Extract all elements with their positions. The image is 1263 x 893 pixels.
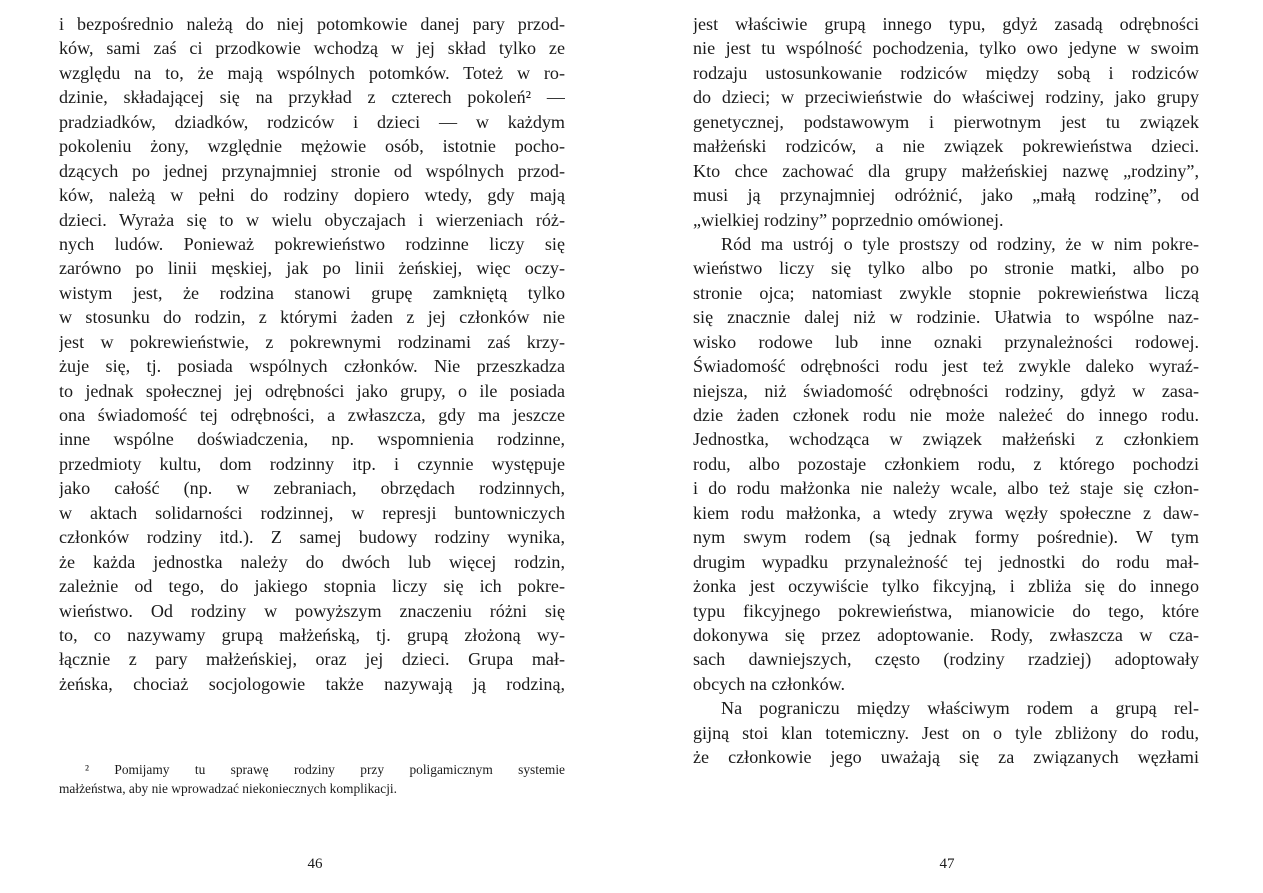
text-line: drugim wypadku przynależność tej jednostki do rodu mał- [693, 551, 1199, 572]
text-line: zarówno po linii męskiej, jak po linii żeńskiej, więc oczy- [59, 258, 565, 279]
text-line: Jednostka, wchodząca w związek małżeński z członkiem [693, 429, 1199, 450]
text-line: wistym jest, że rodzina stanowi grupę zamkniętą tylko [59, 282, 565, 303]
text-line: niejsza, niż świadomość odrębności rodziny, gdyż w zasa- [693, 380, 1199, 401]
text-line: nym swym rodem (są jednak formy pośrednie). W tym [693, 527, 1199, 548]
text-line: ków, należą w pełni do rodziny dopiero wtedy, gdy mają [59, 185, 565, 206]
text-line: musi ją przynajmniej odróżnić, jako „małą rodzinę”, od [693, 185, 1199, 206]
text-line: sach dawniejszych, często (rodziny rzadziej) adoptowały [693, 649, 1199, 670]
text-line: pradziadków, dziadków, rodziców i dzieci — w każdym [59, 111, 565, 132]
text-line: dokonywa się przez adoptowanie. Rody, zwłaszcza w cza- [693, 624, 1199, 645]
page-number: 46 [307, 856, 323, 872]
text-line: Kto chce zachować dla grupy małżeńskiej nazwę „rodziny”, [693, 160, 1199, 181]
text-line: jest właściwie grupą innego typu, gdyż zasadą odrębności [693, 14, 1199, 34]
text-line: żeńska, chociaż socjologowie także nazywają ją rodziną, [59, 673, 565, 694]
text-line: łącznie z pary małżeńskiej, oraz jej dzieci. Grupa mał- [59, 649, 565, 670]
text-line: wisko rodowe lub inne oznaki przynależności rodowej. [693, 331, 1199, 352]
text-line: członków rodziny itd.). Z samej budowy rodziny wynika, [59, 527, 565, 548]
footnote [59, 760, 565, 798]
text-line: i bezpośrednio należą do niej potomkowie danej pary przod- [59, 14, 565, 34]
text-line: dzących po jednej przynajmniej stronie od wspólnych przod- [59, 160, 565, 181]
text-line: Na pograniczu między właściwym rodem a grupą rel- [721, 698, 1199, 719]
text-line: że członkowie jego uważają się za związanych węzłami [693, 747, 1199, 768]
text-line: małżeński rodziców, a nie związek pokrewieństwa dzieci. [693, 136, 1199, 157]
text-line: pokoleniu żony, względnie mężowie osób, istotnie pocho- [59, 136, 565, 157]
text-line: względu na to, że mają wspólnych potomków. Toteż w ro- [59, 62, 565, 83]
text-line: dzinie, składającej się na przykład z czterech pokoleń² — [59, 87, 565, 108]
text-line: do dzieci; w przeciwieństwie do właściwej rodziny, jako grupy [693, 87, 1199, 108]
text-line: jako całość (np. w zebraniach, obrzędach rodzinnych, [59, 478, 565, 499]
text-line: typu fikcyjnego pokrewieństwa, mianowicie do tego, które [693, 600, 1199, 621]
text-line: obcych na członków. [693, 673, 846, 694]
text-line: i do rodu małżonka nie należy wcale, albo też staje się człon- [693, 478, 1199, 499]
text-line: w stosunku do rodzin, z którymi żaden z jej członków nie [59, 307, 565, 328]
text-line: w aktach solidarności rodzinnej, w represji buntowniczych [59, 502, 565, 523]
text-line: przedmioty kultu, dom rodzinny itp. i czynnie występuje [59, 453, 565, 474]
text-line: rodu, albo pozostaje członkiem rodu, z którego pochodzi [693, 453, 1199, 474]
text-line: żuje się, tj. posiada wspólnych członków. Nie przeszkadza [59, 356, 565, 377]
text-line: gijną stoi klan totemiczny. Jest on o tyle zbliżony do rodu, [693, 722, 1199, 743]
footnote-line: ² Pomijamy tu sprawę rodziny przy poligamicznym systemie [85, 762, 565, 777]
footnote-line: małżeństwa, aby nie wprowadzać niekoniecznych komplikacji. [59, 781, 397, 796]
text-line: ków, sami zaś ci przodkowie wchodzą w jej skład tylko ze [59, 38, 565, 59]
text-line: stronie ojca; natomiast zwykle stopnie pokrewieństwa liczą [693, 282, 1199, 303]
right-page-body [693, 12, 1199, 770]
text-line: Ród ma ustrój o tyle prostszy od rodziny, że w nim pokre- [721, 233, 1199, 254]
text-line: dzieci. Wyraża się to w wielu obyczajach i wierzeniach róż- [59, 209, 565, 230]
text-line: ona świadomość tej odrębności, a zwłaszcza, gdy ma jeszcze [59, 405, 565, 425]
text-line: to jednak społecznej jej odrębności jako grupy, o ile posiada [59, 380, 565, 401]
text-line: Świadomość odrębności rodu jest też zwykle daleko wyraź- [693, 356, 1199, 377]
text-line: genetycznej, podstawowym i pierwotnym jest tu związek [693, 111, 1199, 132]
text-line: rodzaju ustosunkowanie rodziców między sobą i rodziców [693, 62, 1199, 83]
text-line: się znacznie dalej niż w rodzinie. Ułatwia to wspólne naz- [693, 307, 1199, 328]
text-line: nie jest tu wspólność pochodzenia, tylko owo jedyne w swoim [693, 38, 1199, 59]
text-line: inne wspólne doświadczenia, np. wspomnienia rodzinne, [59, 429, 565, 450]
page-number: 47 [939, 856, 955, 872]
text-line: dzie żaden członek rodu nie może należeć do innego rodu. [693, 405, 1199, 425]
text-line: „wielkiej rodziny” poprzednio omówionej. [693, 209, 1004, 230]
text-line: że każda jednostka należy do dwóch lub więcej rodzin, [59, 551, 565, 572]
text-line: to, co nazywamy grupą małżeńską, tj. grupą złożoną wy- [59, 624, 565, 645]
text-line: jest w pokrewieństwie, z pokrewnymi rodzinami zaś krzy- [59, 331, 565, 352]
text-line: wieństwo liczy się tylko albo po stronie matki, albo po [693, 258, 1199, 279]
text-line: wieństwo. Od rodziny w powyższym znaczeniu różni się [59, 600, 565, 621]
left-page-body [59, 12, 565, 696]
text-line: żonka jest oczywiście tylko fikcyjną, i zbliża się do innego [693, 576, 1199, 597]
text-line: nych ludów. Ponieważ pokrewieństwo rodzinne liczy się [59, 233, 565, 254]
text-line: zależnie od tego, do jakiego stopnia liczy się ich pokre- [59, 576, 565, 597]
text-line: kiem rodu małżonka, a wtedy zrywa węzły społeczne z daw- [693, 502, 1199, 523]
